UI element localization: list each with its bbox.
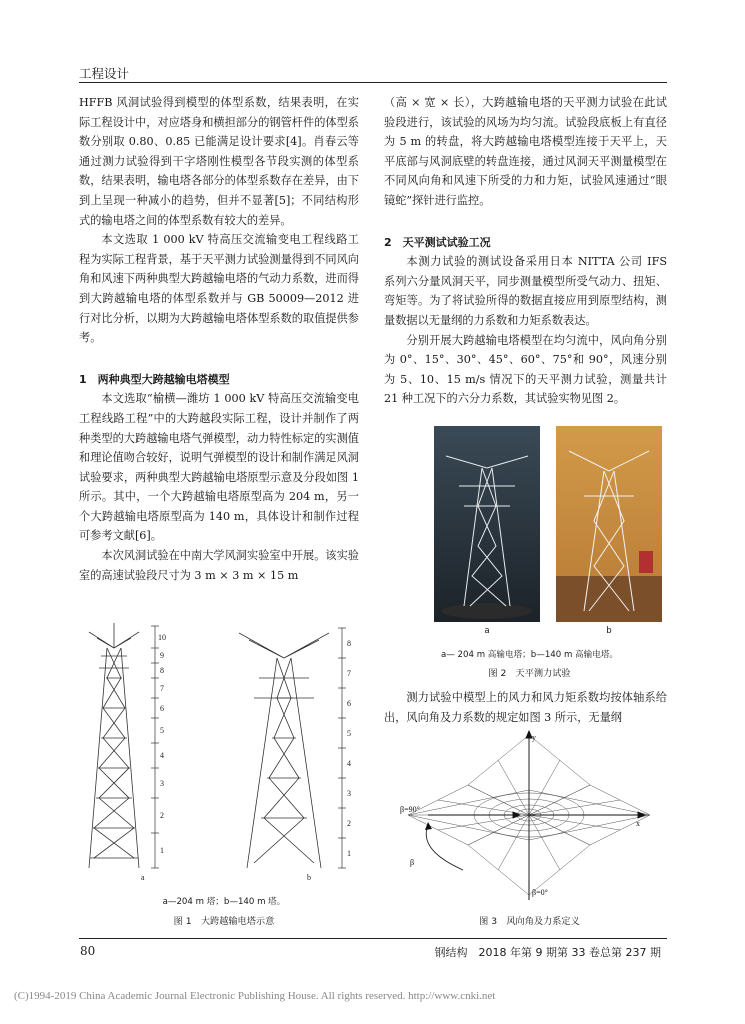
segment-label: 8 [347, 639, 351, 648]
paragraph: 本文选取 1 000 kV 特高压交流输变电工程线路工程为实际工程背景，基于天平测力试验测量得到不同风向角和风速下两种典型大跨越输电塔的气动力系数，进而得到大跨越输电塔的体型系数并与 GB 50009—2012 进行对比分析，以期为大跨越输电塔体型系数的取值提供参考。 [79, 233, 359, 345]
footer-rule [79, 938, 667, 939]
segment-label: 3 [160, 779, 164, 788]
paragraph: 本测力试验的测试设备采用日本 NITTA 公司 IFS 系列六分量风洞天平，同步测量模型所受气动力、扭矩、弯矩等。为了将试验所得的数据直接应用到原型结构，测量数据以无量纲的力系数和力矩系数表达。 [384, 255, 667, 327]
tower-140m-labels [307, 639, 351, 882]
paragraph: 分别开展大跨越输电塔模型在均匀流中，风向角分别为 0°、15°、30°、45°、60°、75°和 90°，风速分别为 5、10、15 m/s 情况下的天平测力试验，测量共计 21 种工况下的六分力系数，其试验实物见图 2。 [384, 333, 667, 406]
figure-3-wind-angle-definition [398, 730, 660, 905]
segment-label: 1 [160, 846, 164, 855]
section-heading: 1 两种典型大跨越输电塔模型 [79, 372, 230, 386]
running-header: 工程设计 [79, 66, 130, 81]
segment-label: 5 [347, 729, 351, 738]
tower-204m-scale [151, 626, 159, 868]
figure-2-photos [434, 426, 662, 622]
axes [428, 731, 645, 900]
paragraph: 本次风洞试验在中南大学风洞实验室中开展。该实验室的高速试验段尺寸为 3 m × 3 m × 15 m [79, 549, 359, 582]
label-b: b [307, 873, 311, 882]
segment-label: 6 [347, 699, 351, 708]
paragraph: HFFB 风洞试验得到模型的体型系数，结果表明，在实际工程设计中，对应塔身和横担部分的钢管杆件的体型系数分别取 0.80、0.85 已能满足设计要求[4]。肖春云等通过测力试验得到干字塔刚性模型各节段实测的体型系数，结果表明，输电塔各部分的体型系数存在差异，由下到上呈现一种减小的趋势，但并不显著[5]；不同结构形式的输电塔之间的体型系数有较大的差异。 [79, 96, 359, 227]
page-number: 80 [80, 944, 96, 958]
paragraph: 本文选取“榆横—潍坊 1 000 kV 特高压交流输变电工程线路工程”中的大跨越段实际工程，设计并制作了两种类型的大跨越输电塔气弹模型，动力特性标定的实测值和理论值吻合较好，说明气弹模型的设计和制作满足风洞试验要求，两种典型大跨越输电塔原型示意及分段如图 1 所示。其中，一个大跨越输电塔原型高为 204 m，另一个大跨越输电塔原型高为 140 m，具体设计和制作过程可参考文献[6]。 [79, 392, 359, 543]
segment-label: 4 [347, 759, 351, 768]
beta-label: β [410, 858, 415, 867]
segment-label: 7 [160, 684, 164, 693]
segment-label: 1 [347, 849, 351, 858]
figure-2-subcaption: a— 204 m 高输电塔；b—140 m 高输电塔。 [440, 650, 619, 660]
segment-label: 4 [160, 751, 164, 760]
tower-140m [239, 633, 329, 868]
figure-2-label-a: a [484, 626, 490, 636]
beta-90-label: β=90° [400, 805, 420, 814]
copyright-notice: (C)1994-2019 China Academic Journal Electronic Publishing House. All rights reserved. http://www.cnki.net [14, 990, 496, 1002]
right-column-continued [384, 688, 667, 727]
photo-a [434, 426, 540, 622]
segment-label: 2 [160, 811, 164, 820]
figure-3-caption: 图 3 风向角及力系定义 [479, 916, 580, 927]
right-column [384, 93, 667, 409]
label-a: a [141, 873, 145, 882]
segment-label: 3 [347, 789, 351, 798]
segment-label: 10 [158, 633, 166, 642]
figure-2-caption: 图 2 天平测力试验 [488, 668, 571, 679]
segment-label: 5 [160, 726, 164, 735]
beta-0-label: β=0° [532, 888, 548, 897]
beta-arrow [425, 822, 432, 830]
segment-label: 2 [347, 819, 351, 828]
segment-label: 9 [160, 651, 164, 660]
segment-label: 8 [160, 666, 164, 675]
tower-140m-scale [338, 628, 346, 868]
axis-x-label: x [636, 819, 640, 828]
tower-204m-labels [141, 633, 166, 882]
photo-b [556, 426, 662, 622]
tower-204m [89, 623, 139, 868]
paragraph: （高 × 宽 × 长），大跨越输电塔的天平测力试验在此试验段进行，该试验的风场为均匀流。试验段底板上有直径为 5 m 的转盘，将大跨越输电塔模型连接于天平上，天平底部与风洞底壁的转盘连接，通过风洞天平测量模型在不同风向角和风速下所受的力和力矩，试验风速通过“眼镜蛇”探针进行监控。 [384, 96, 667, 207]
axis-y-label: y [532, 733, 536, 742]
segment-label: 6 [160, 704, 164, 713]
segment-label: 7 [347, 669, 351, 678]
figure-1-tower-diagrams [79, 618, 369, 888]
journal-info: 钢结构 2018 年第 9 期第 33 卷总第 237 期 [434, 946, 661, 959]
figure-1-subcaption: a—204 m 塔；b—140 m 塔。 [162, 897, 286, 907]
beta-arc [426, 825, 463, 870]
figure-2-label-b: b [606, 626, 612, 636]
section-heading: 2 天平测试试验工况 [384, 235, 491, 249]
paragraph: 测力试验中模型上的风力和风力矩系数均按体轴系给出，风向角及力系数的规定如图 3 所示，无量纲 [384, 691, 667, 724]
header-rule [79, 82, 667, 83]
figure-1-caption: 图 1 大跨越输电塔示意 [173, 916, 275, 927]
left-column [79, 93, 359, 585]
